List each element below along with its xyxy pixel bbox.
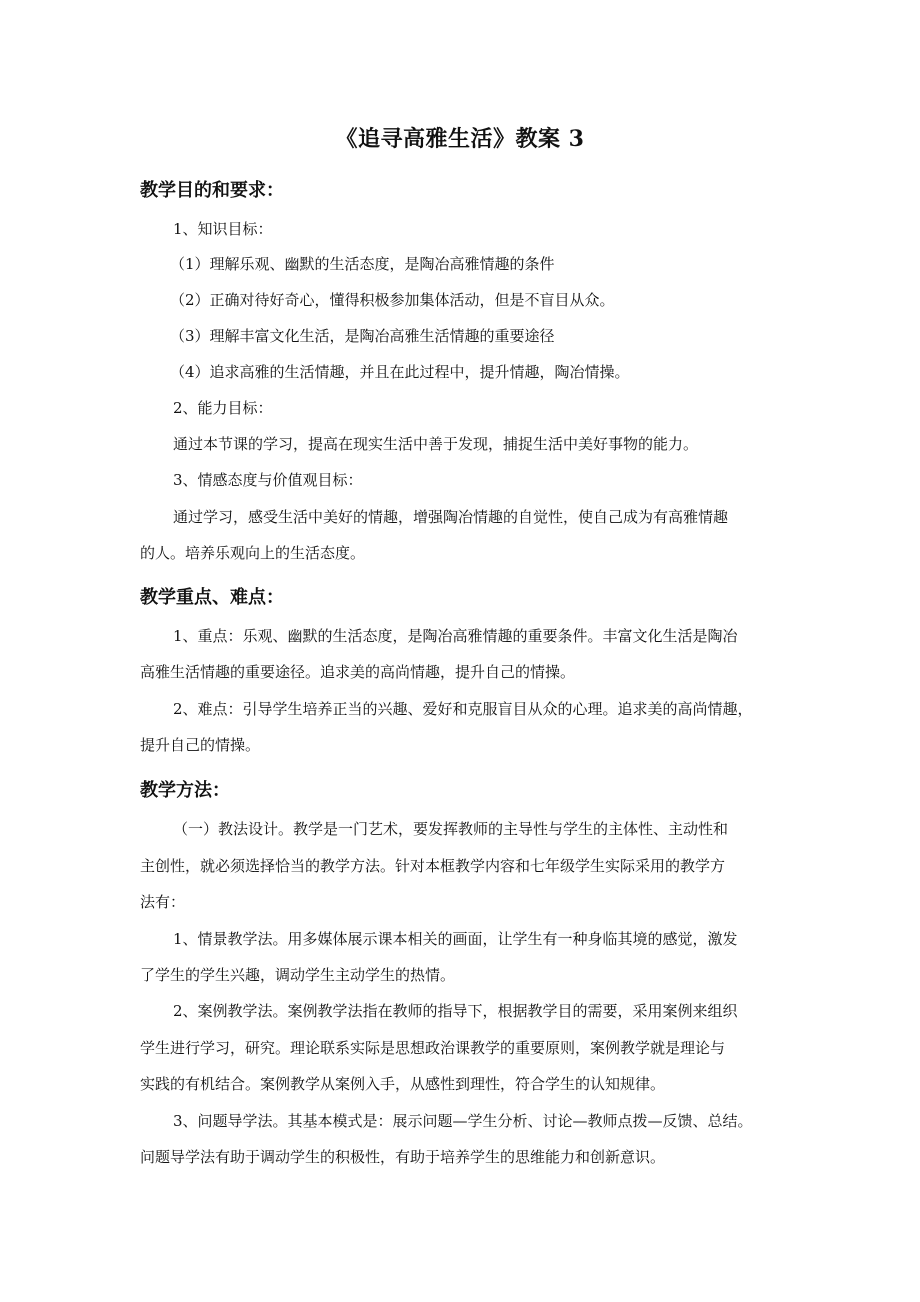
method-case-line: 学生进行学习，研究。理论联系实际是思想政治课教学的重要原则，案例教学就是理论与 xyxy=(140,1039,726,1057)
document-title: 《追寻高雅生活》教案 3 xyxy=(335,126,585,152)
method-case-line: 实践的有机结合。案例教学从案例入手，从感性到理性，符合学生的认知规律。 xyxy=(140,1075,666,1093)
knowledge-item: （3）理解丰富文化生活，是陶冶高雅生活情趣的重要途径 xyxy=(170,327,555,345)
ability-goals-text: 通过本节课的学习，提高在现实生活中善于发现，捕捉生活中美好事物的能力。 xyxy=(173,435,699,453)
difficult-point-line: 提升自己的情操。 xyxy=(140,736,261,754)
emotion-goals-line: 的人。培养乐观向上的生活态度。 xyxy=(140,544,366,562)
key-point-line: 高雅生活情趣的重要途径。追求美的高尚情趣，提升自己的情操。 xyxy=(140,663,576,681)
method-situational-line: 了学生的学生兴趣，调动学生主动学生的热情。 xyxy=(140,966,456,984)
emotion-goals-label: 3、情感态度与价值观目标： xyxy=(173,471,363,489)
difficult-point-line: 2、难点：引导学生培养正当的兴趣、爱好和克服盲目从众的心理。追求美的高尚情趣， xyxy=(173,700,753,718)
method-question-line: 3、问题导学法。其基本模式是：展示问题—学生分析、讨论—教师点拨—反馈、总结。 xyxy=(173,1112,753,1130)
ability-goals-label: 2、能力目标： xyxy=(173,399,273,417)
section-heading-key-points: 教学重点、难点： xyxy=(140,587,284,608)
knowledge-item: （1）理解乐观、幽默的生活态度，是陶冶高雅情趣的条件 xyxy=(170,255,555,273)
method-design-line: 主创性，就必须选择恰当的教学方法。针对本框教学内容和七年级学生实际采用的教学方 xyxy=(140,857,726,875)
method-design-line: （一）教法设计。教学是一门艺术，要发挥教师的主导性与学生的主体性、主动性和 xyxy=(173,820,729,838)
section-heading-methods: 教学方法： xyxy=(140,780,230,801)
method-case-line: 2、案例教学法。案例教学法指在教师的指导下，根据教学目的需要，采用案例来组织 xyxy=(173,1002,738,1020)
method-question-line: 问题导学法有助于调动学生的积极性，有助于培养学生的思维能力和创新意识。 xyxy=(140,1148,666,1166)
method-situational-line: 1、情景教学法。用多媒体展示课本相关的画面，让学生有一种身临其境的感觉，激发 xyxy=(173,930,738,948)
method-design-line: 法有： xyxy=(140,893,186,911)
knowledge-item: （2）正确对待好奇心，懂得积极参加集体活动，但是不盲目从众。 xyxy=(170,291,615,309)
key-point-line: 1、重点：乐观、幽默的生活态度，是陶冶高雅情趣的重要条件。丰富文化生活是陶冶 xyxy=(173,627,738,645)
knowledge-item: （4）追求高雅的生活情趣，并且在此过程中，提升情趣，陶冶情操。 xyxy=(170,363,630,381)
emotion-goals-line: 通过学习，感受生活中美好的情趣，增强陶冶情趣的自觉性，使自己成为有高雅情趣 xyxy=(173,508,729,526)
section-heading-objectives: 教学目的和要求： xyxy=(140,180,284,201)
knowledge-goals-label: 1、知识目标： xyxy=(173,220,273,238)
